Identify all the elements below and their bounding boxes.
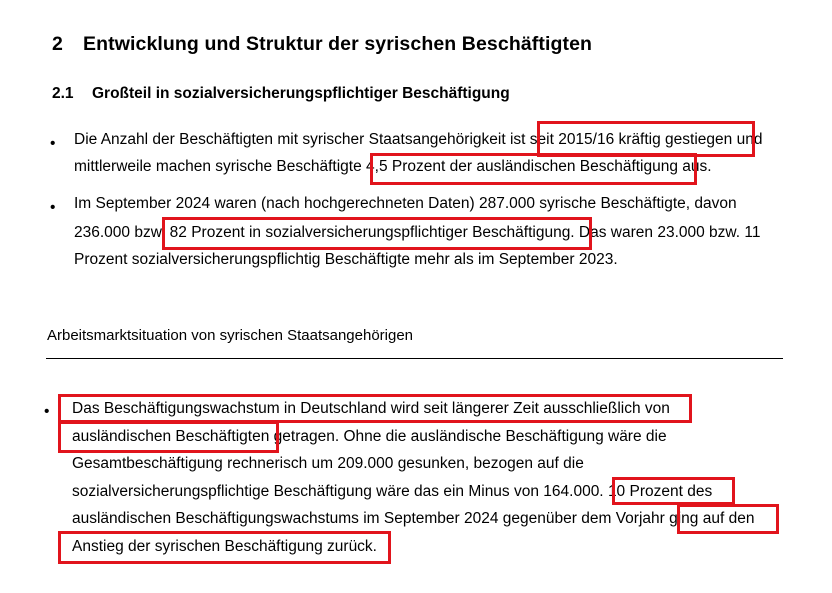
paragraph-line: Gesamtbeschäftigung rechnerisch um 209.000 gesunken, bezogen auf die — [72, 455, 584, 472]
text-segment: 236.000 bzw. — [74, 224, 170, 241]
paragraph-line: Prozent sozialversicherungspflichtig Beschäftigte mehr als im September 2023. — [74, 251, 618, 268]
highlighted-text: 4,5 Prozent der ausländischen Beschäftigung — [366, 158, 678, 175]
highlighted-text: 10 Prozent des — [607, 483, 713, 500]
highlighted-text: 82 Prozent in sozialversicherungspflichtiger Beschäftigung. — [169, 224, 575, 241]
text-segment: sozialversicherungspflichtige Beschäftigung wäre das ein Minus von 164.000. — [72, 483, 608, 500]
highlighted-text: ausländischen Beschäftigten — [72, 428, 270, 445]
text-segment: mittlerweile machen syrische Beschäftigte — [74, 158, 367, 175]
paragraph-line — [72, 510, 754, 528]
text-segment: ausländischen Beschäftigungswachstums im September 2024 gegenüber dem Vorjahr — [72, 510, 670, 527]
highlight-box — [370, 153, 697, 185]
bullet-marker: • — [50, 199, 56, 216]
highlighted-text: seit 2015/16 kräftig gestiegen — [529, 131, 733, 148]
paragraph-line: Im September 2024 waren (nach hochgerechneten Daten) 287.000 syrische Beschäftigte, davon — [74, 195, 737, 212]
paragraph-line: Das Beschäftigungswachstum in Deutschland wird seit längerer Zeit ausschließlich von — [72, 400, 670, 417]
subsection-heading — [52, 85, 510, 103]
section-heading — [52, 33, 592, 56]
paragraph-line: Anstieg der syrischen Beschäftigung zurück. — [72, 538, 377, 555]
text-segment: getragen. Ohne die ausländische Beschäftigung wäre die — [269, 428, 667, 445]
box-title: Arbeitsmarktsituation von syrischen Staatsangehörigen — [47, 327, 414, 344]
text-segment: und — [732, 131, 763, 148]
text-segment: Das waren 23.000 bzw. 11 — [574, 224, 761, 241]
subsection-title: Großteil in sozialversicherungspflichtiger Beschäftigung — [92, 85, 510, 102]
highlight-box — [58, 421, 279, 453]
highlight-box — [677, 504, 779, 534]
divider — [46, 358, 783, 359]
bullet-marker: • — [50, 135, 56, 152]
subsection-number: 2.1 — [52, 85, 74, 102]
bullet-marker: • — [44, 403, 50, 420]
highlighted-text: ging auf den — [669, 510, 755, 527]
text-segment: aus. — [677, 158, 712, 175]
highlight-box — [537, 121, 755, 157]
section-title: Entwicklung und Struktur der syrischen Beschäftigten — [83, 33, 593, 55]
section-number: 2 — [52, 33, 63, 55]
highlight-box — [58, 531, 391, 564]
highlight-box — [612, 477, 735, 505]
highlight-box — [58, 394, 692, 423]
text-segment: Die Anzahl der Beschäftigten mit syrischer Staatsangehörigkeit ist — [74, 131, 530, 148]
highlight-box — [162, 217, 592, 250]
